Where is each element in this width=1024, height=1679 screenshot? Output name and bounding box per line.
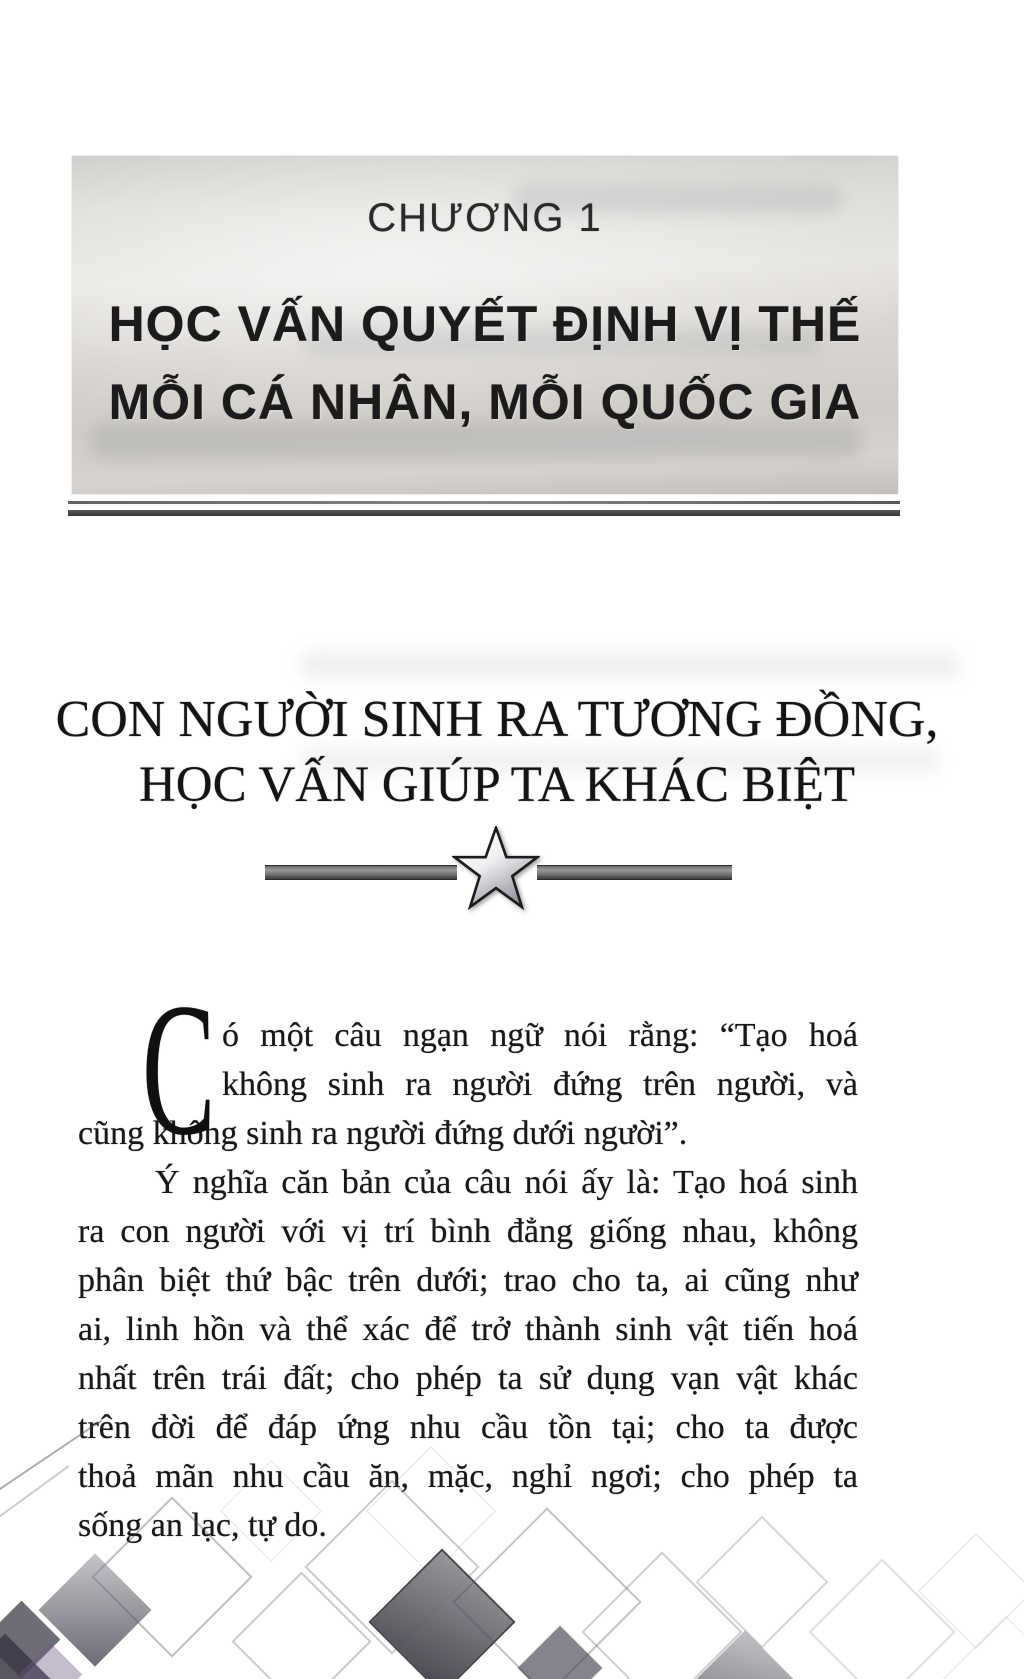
diamond-decor — [0, 1601, 60, 1679]
divider-bar-right — [537, 865, 732, 880]
paragraph2-line: nhất trên trái đất; cho phép ta sử dụng vạn vật khác — [78, 1360, 858, 1397]
page-curl-line — [0, 1465, 69, 1520]
paragraph2-line: ra con người với vị trí bình đẳng giống nhau, không — [78, 1213, 858, 1250]
diamond-decor — [19, 1643, 83, 1679]
paragraph2-line: phân biệt thứ bậc trên dưới; trao cho ta, ai cũng như — [78, 1262, 858, 1299]
paragraph2-line: trên đời để đáp ứng nhu cầu tồn tại; cho ta được — [78, 1409, 858, 1446]
paragraph2-line: Ý nghĩa căn bản của câu nói ấy là: Tạo hoá sinh — [155, 1164, 858, 1201]
paragraph1-line: ó một câu ngạn ngữ nói rằng: “Tạo hoá — [222, 1017, 858, 1054]
diamond-decor — [231, 1571, 371, 1679]
chapter-title-line-1: HỌC VẤN QUYẾT ĐỊNH VỊ THẾ — [108, 296, 862, 352]
bleedthrough-streak — [300, 652, 960, 678]
diamond-decor — [581, 1551, 742, 1679]
diamond-decor — [941, 1616, 1024, 1679]
chapter-label: CHƯƠNG 1 — [367, 196, 603, 240]
divider-bar-left — [265, 865, 457, 880]
diamond-decor — [368, 1548, 515, 1679]
header-rule-thin — [68, 501, 900, 504]
paragraph2-line: ai, linh hồn và thể xác để trở thành sinh vật tiến hoá — [78, 1311, 858, 1348]
diamond-decor — [696, 1631, 795, 1679]
diamond-decor — [918, 1533, 1024, 1649]
star-icon — [452, 826, 540, 914]
diamond-decor — [808, 1558, 955, 1679]
section-title-line-2: HỌC VẤN GIÚP TA KHÁC BIỆT — [138, 757, 856, 813]
diamond-decor — [38, 1553, 151, 1666]
diamond-decor — [518, 1626, 603, 1679]
chapter-header-box — [72, 156, 898, 494]
diamond-decor — [0, 1634, 54, 1679]
paragraph2-line: sống an lạc, tự do. — [78, 1507, 327, 1544]
paragraph1-line: không sinh ra người đứng trên người, và — [222, 1066, 858, 1103]
body-text — [78, 965, 858, 1550]
paragraph1-line: cũng không sinh ra người đứng dưới người”. — [78, 1115, 688, 1152]
header-rule-thick — [68, 510, 900, 516]
section-title-line-1: CON NGƯỜI SINH RA TƯƠNG ĐỒNG, — [55, 691, 939, 748]
dropcap: C — [142, 965, 216, 1175]
chapter-title-line-2: MỖI CÁ NHÂN, MỖI QUỐC GIA — [108, 374, 862, 430]
paragraph2-line: thoả mãn nhu cầu ăn, mặc, nghỉ ngơi; cho phép ta — [78, 1458, 858, 1495]
